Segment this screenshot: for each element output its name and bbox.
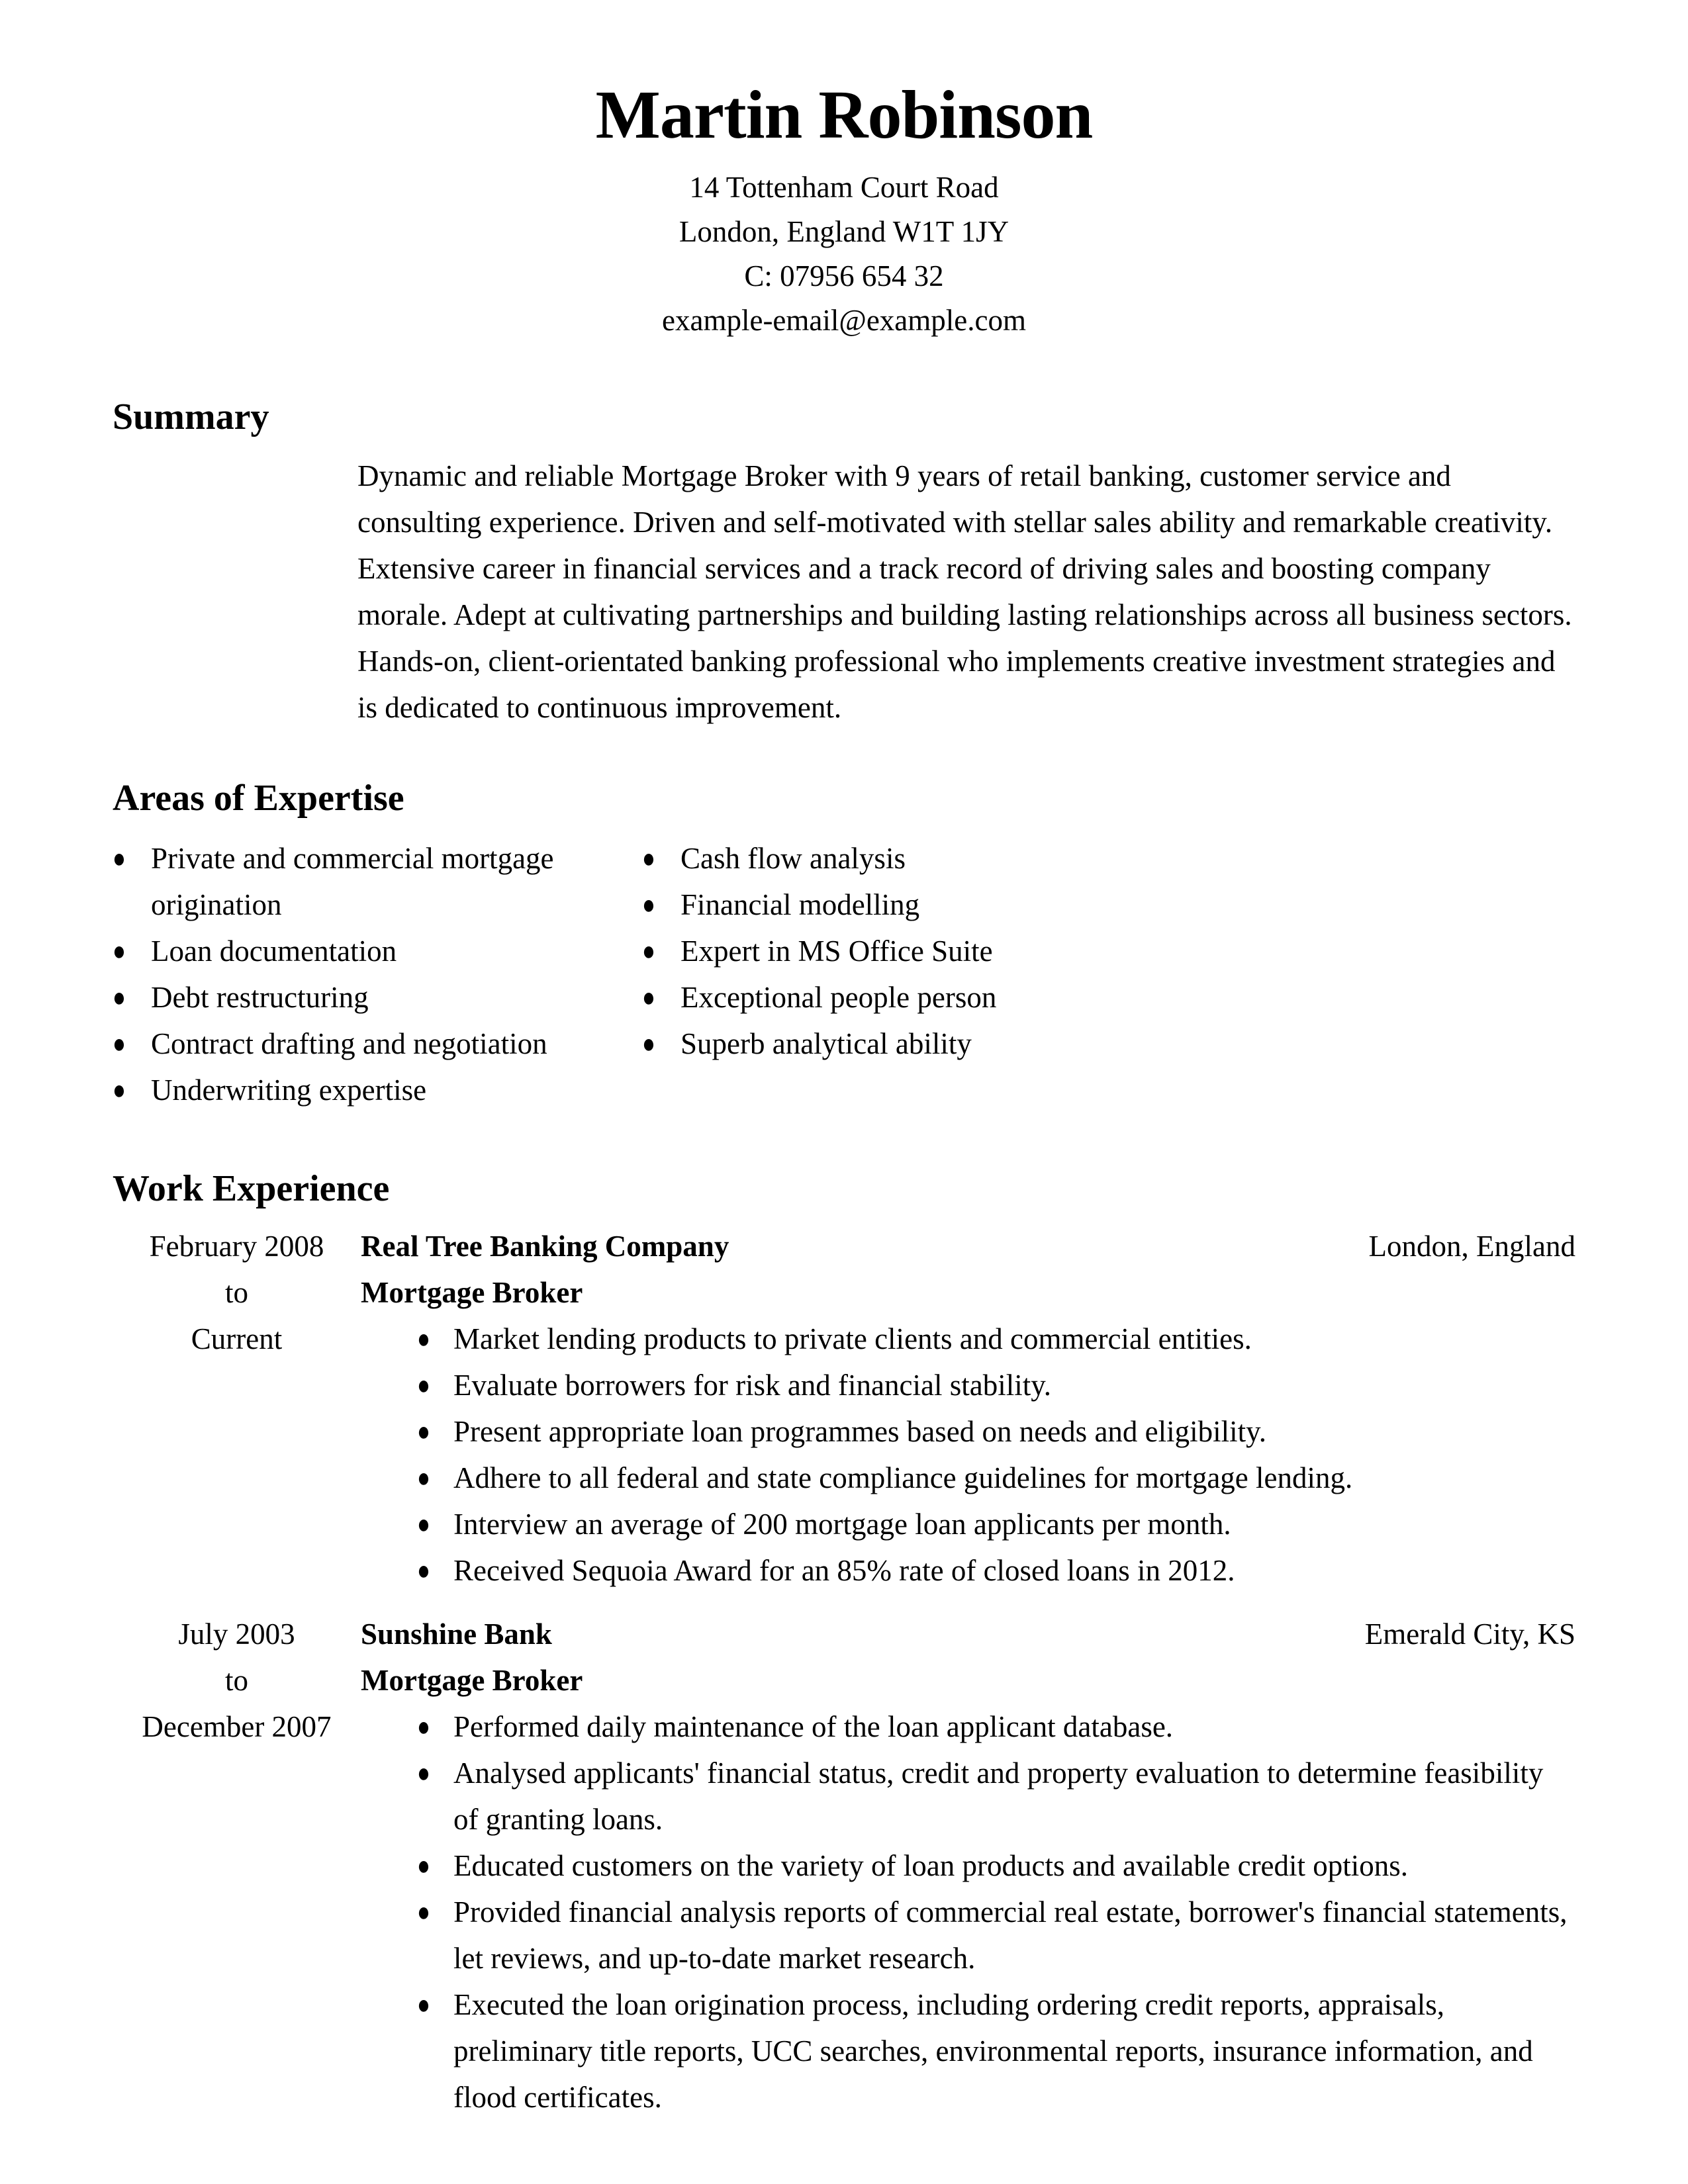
expertise-item: ● Loan documentation	[113, 928, 642, 974]
job-date-separator: to	[224, 1664, 248, 1697]
expertise-item: ● Expert in MS Office Suite	[642, 928, 1185, 974]
job-dates	[113, 1611, 361, 2120]
job-bullet-list	[361, 1316, 1575, 1594]
job-bullet: ● Interview an average of 200 mortgage loan applicants per month.	[361, 1501, 1575, 1547]
job-date-separator: to	[224, 1276, 248, 1309]
expertise-item: ● Superb analytical ability	[642, 1021, 1185, 1067]
job-date-start: February 2008	[149, 1230, 324, 1263]
job-location: London, England	[1368, 1230, 1575, 1263]
job-bullet-list	[361, 1704, 1575, 2120]
job-bullet: ● Performed daily maintenance of the loan applicant database.	[361, 1704, 1575, 1750]
job-bullet: ● Analysed applicants' financial status, credit and property evaluation to determine feasibility of granting loans.	[361, 1750, 1575, 1843]
contact-block	[113, 165, 1575, 343]
candidate-name: Martin Robinson	[595, 77, 1093, 153]
summary-heading: Summary	[113, 396, 269, 437]
job-bullet: ● Educated customers on the variety of loan products and available credit options.	[361, 1843, 1575, 1889]
address-line-1: 14 Tottenham Court Road	[689, 171, 999, 204]
phone-line: C: 07956 654 32	[744, 259, 944, 293]
expertise-item: ● Contract drafting and negotiation	[113, 1021, 642, 1067]
expertise-heading: Areas of Expertise	[113, 778, 404, 819]
job-bullet: ● Executed the loan origination process, including ordering credit reports, appraisals, preliminary title reports, UCC searches, environmental reports, insurance information, and flood certificates.	[361, 1981, 1575, 2120]
work-experience-heading: Work Experience	[113, 1168, 390, 1209]
job-title: Mortgage Broker	[361, 1276, 583, 1309]
expertise-list-right	[642, 835, 1185, 1113]
summary-text: Dynamic and reliable Mortgage Broker with 9 years of retail banking, customer service and consulting experience. Driven and self-motivated with stellar sales ability and remarkable creativity. Extensive career in financial services and a track record of driving sales and boosting company morale. Adept at cultivating partnerships and building lasting relationships across all business sectors. Hands-on, client-orientated banking professional who implements creative investment strategies and is dedicated to continuous improvement.	[357, 459, 1572, 724]
job-date-start: July 2003	[178, 1617, 295, 1651]
job-header	[361, 1223, 1575, 1269]
job-location: Emerald City, KS	[1364, 1617, 1575, 1651]
address-line-2: London, England W1T 1JY	[679, 215, 1009, 248]
job-company: Sunshine Bank	[361, 1617, 552, 1651]
job-entry	[113, 1223, 1575, 1594]
job-dates	[113, 1223, 361, 1594]
job-date-end: December 2007	[142, 1710, 332, 1743]
job-bullet: ● Adhere to all federal and state compliance guidelines for mortgage lending.	[361, 1455, 1575, 1501]
job-bullet: ● Market lending products to private clients and commercial entities.	[361, 1316, 1575, 1362]
job-details	[361, 1223, 1575, 1594]
expertise-list-left	[113, 835, 642, 1113]
job-entry	[113, 1611, 1575, 2120]
expertise-item: ● Underwriting expertise	[113, 1067, 642, 1113]
expertise-item: ● Financial modelling	[642, 882, 1185, 928]
expertise-item: ● Debt restructuring	[113, 974, 642, 1021]
job-bullet: ● Received Sequoia Award for an 85% rate of closed loans in 2012.	[361, 1547, 1575, 1594]
job-company: Real Tree Banking Company	[361, 1230, 729, 1263]
job-title: Mortgage Broker	[361, 1664, 583, 1697]
email-line: example-email@example.com	[662, 304, 1026, 337]
expertise-item: ● Exceptional people person	[642, 974, 1185, 1021]
job-bullet: ● Provided financial analysis reports of commercial real estate, borrower's financial statements, let reviews, and up-to-date market research.	[361, 1889, 1575, 1981]
expertise-columns	[113, 835, 1575, 1113]
job-bullet: ● Evaluate borrowers for risk and financial stability.	[361, 1362, 1575, 1408]
job-date-end: Current	[191, 1322, 283, 1355]
expertise-item: ● Private and commercial mortgage origination	[113, 835, 642, 928]
job-header	[361, 1611, 1575, 1657]
job-details	[361, 1611, 1575, 2120]
job-bullet: ● Present appropriate loan programmes based on needs and eligibility.	[361, 1408, 1575, 1455]
expertise-item: ● Cash flow analysis	[642, 835, 1185, 882]
